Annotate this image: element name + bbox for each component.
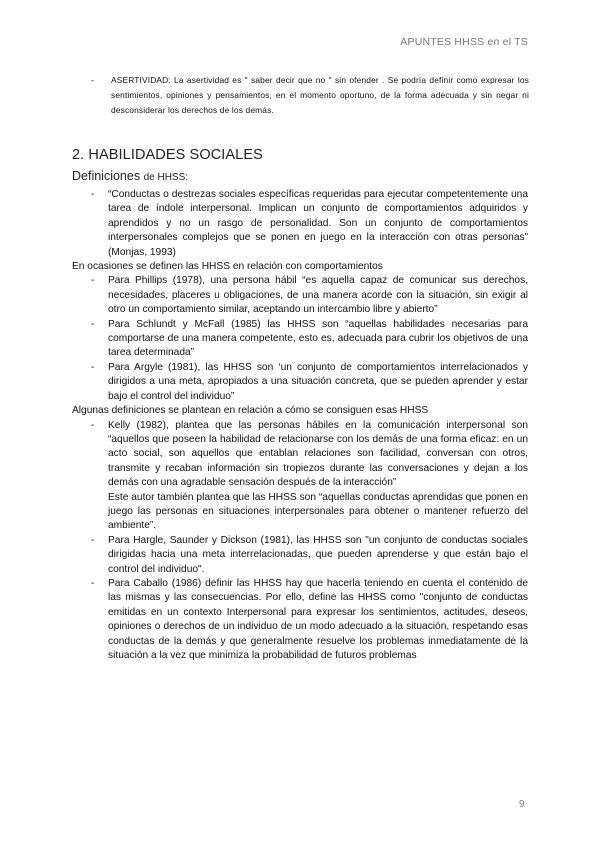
list-item-continuation: Este autor también plantea que las HHSS son “aquellas conductas aprendidas que ponen en juego las personas en situaciones interpersonales para obtener o mantener refuerzo del ambiente”.	[108, 491, 528, 532]
list-item-text: Para Phillips (1978), una persona hábil “es aquella capaz de comunicar sus derechos, necesidades, placeres u obligaciones, de una manera acorde con la situación, sin exigir al otro un comportamiento similar, aceptando un intercambio libre y abierto”	[108, 275, 528, 316]
list-item-text: “Conductas o destrezas sociales específicas requeridas para ejecutar competentemente una tarea de índole interpersonal. Implican un conjunto de comportamientos adquiridos y aprendidos y no un rasgo de personalidad. Son un conjunto de comportamientos interpersonales complejos que se ponen en juego en la interacción con otras personas” (Monjas, 1993)	[108, 189, 528, 258]
definitions-label: Definiciones	[72, 169, 141, 183]
list-dash: -	[91, 75, 94, 85]
definitions-body	[72, 188, 528, 663]
intro-paragraph: Algunas definiciones se plantean en relación a cómo se consiguen esas HHSS	[72, 405, 429, 417]
list-dash: -	[91, 534, 95, 546]
list-item	[72, 534, 528, 577]
list-dash: -	[91, 577, 95, 589]
definitions-suffix: de HHSS:	[143, 172, 189, 183]
page-number: 9	[519, 799, 525, 810]
list-item-text: Para Caballo (1986) definir las HHSS hay que hacerla teniendo en cuenta el contenido de las mismas y las consecuencias. Por ello, define las HHSS como "conjunto de conductas emitidas en un contexto Interpersonal para expresar los sentimientos, actitudes, deseos, opiniones o derechos de un individuo de un modo adecuado a la situación, respetando esas conductas de la demás y que generalmente resuelve los problemas inmediatamente de la situación a la vez que minimiza la probabilidad de futuros problemas	[108, 577, 528, 661]
list-item	[72, 577, 528, 663]
running-header: APUNTES HHSS en el TS	[400, 36, 528, 48]
assertiveness-text: ASERTIVIDAD: La asertividad es " saber decir que no " sin ofender . Se podría definir como expresar los sentimientos, opiniones y pensamientos, en el momento oportuno, de la forma adecuada y sin negar ni desconsiderar los derechos de los demás.	[111, 75, 529, 116]
list-item-text: Kelly (1982), plantea que las personas hábiles en la comunicación interpersonal son “aquellos que poseen la habilidad de relacionarse con los demás de una forma eficaz: en un acto social, son aquellos que entablan relaciones son facilidad, conversan con otros, transmite y recaban información sin tropiezos durante las conversaciones y dejan a los demás con una agradable sensación después de la interacción”	[108, 419, 528, 489]
list-item	[72, 361, 528, 404]
list-item	[72, 318, 528, 361]
list-dash: -	[91, 361, 95, 373]
list-dash: -	[91, 419, 95, 431]
list-dash: -	[91, 189, 95, 200]
list-item	[72, 188, 528, 260]
assertiveness-paragraph	[93, 73, 529, 119]
list-item-text: Para Schlundt y McFall (1985) las HHSS son “aquellas habilidades necesarias para comportarse de una manera competente, esto es, adecuada para cubrir los objetivos de una tarea determinada”	[108, 318, 528, 359]
definition-list	[72, 188, 528, 260]
definitions-heading	[72, 169, 188, 183]
definition-list	[72, 274, 528, 404]
list-item	[72, 419, 528, 534]
list-item	[72, 274, 528, 317]
definition-list	[72, 419, 528, 664]
list-dash: -	[91, 318, 95, 330]
list-item-text: Para Hargle, Saunder y Dickson (1981), las HHSS son "un conjunto de conductas sociales dirigidas hacia una meta interrelacionadas, que pueden aprenderse y que están bajo el control del individuo".	[108, 534, 528, 575]
intro-paragraph: En ocasiones se definen las HHSS en relación con comportamientos	[72, 261, 383, 273]
list-item-text: Para Argyle (1981), las HHSS son ‘un conjunto de comportamientos interrelacionados y dirigidos a una meta, apropiados a una situación concreta, que se pueden aprender y estar bajo el control del individuo”	[108, 361, 528, 402]
list-dash: -	[91, 275, 95, 287]
section-heading: 2. HABILIDADES SOCIALES	[72, 147, 263, 163]
